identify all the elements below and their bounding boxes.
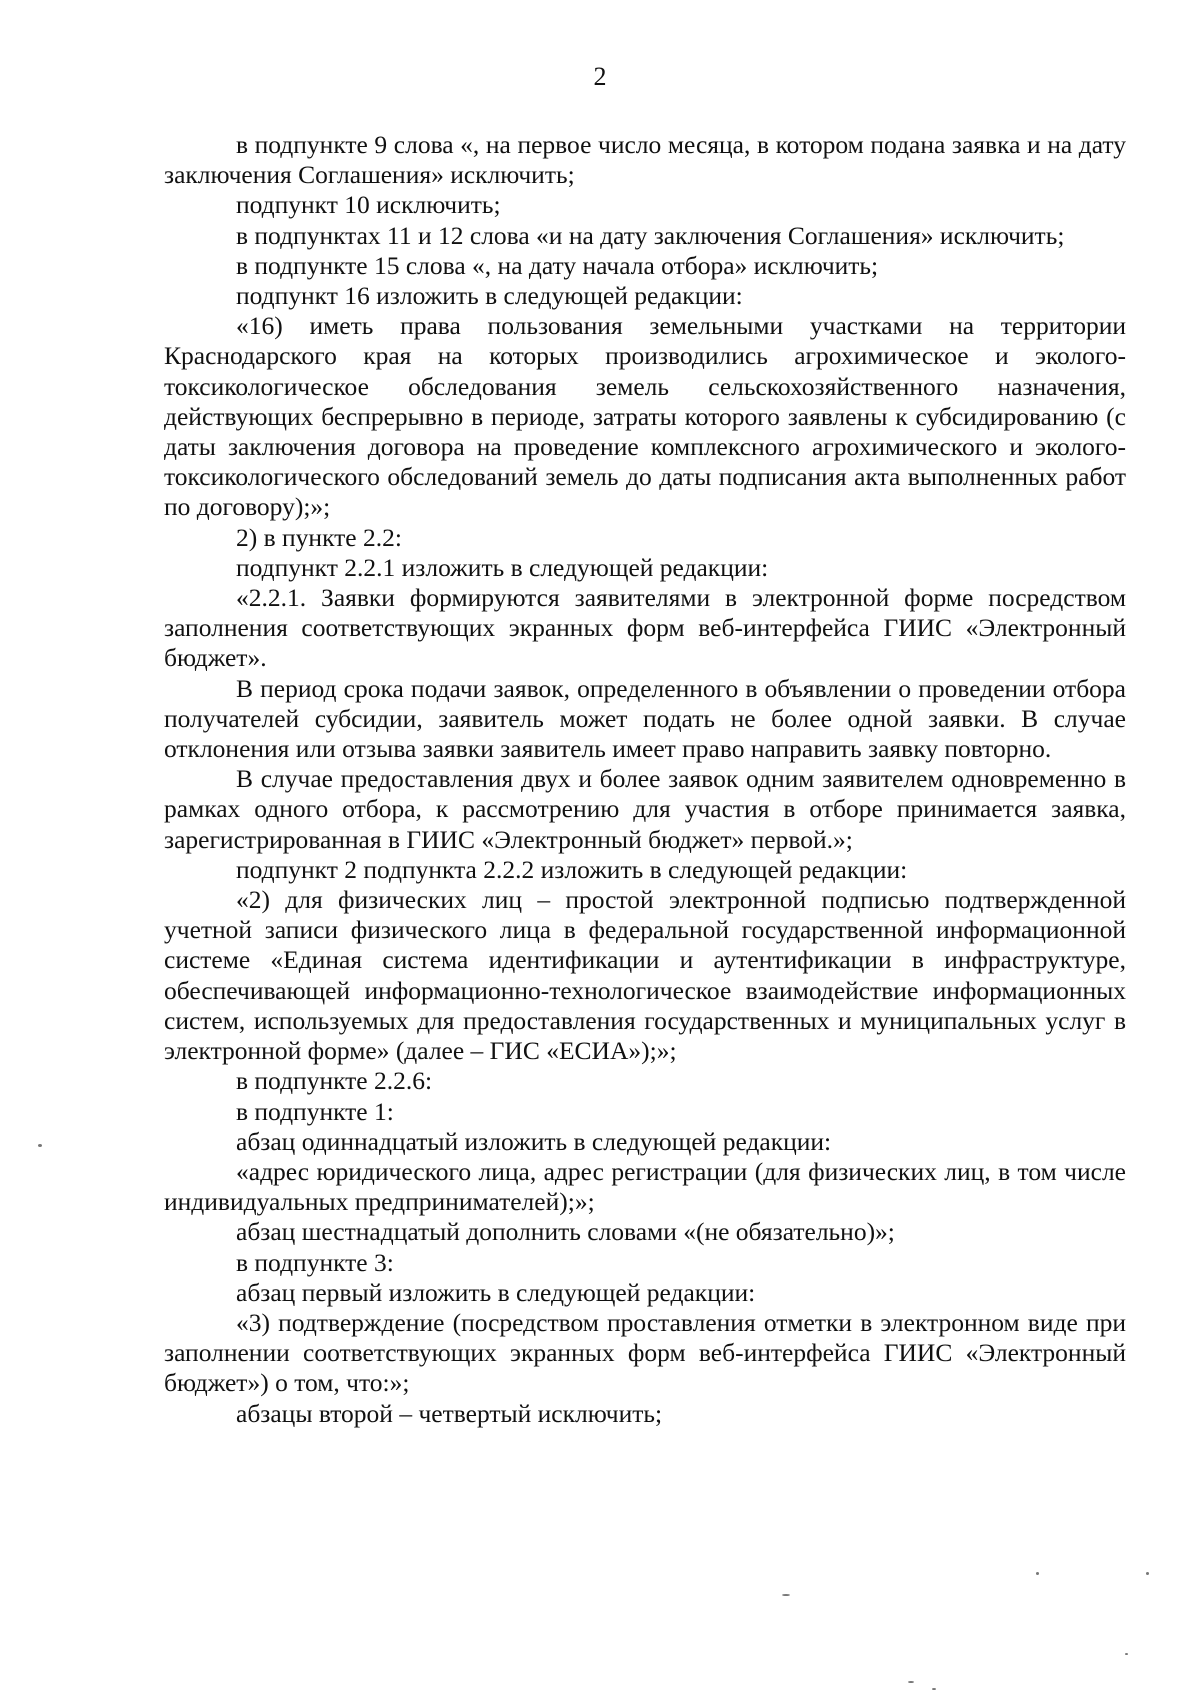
paragraph: абзац первый изложить в следующей редакции: <box>236 1277 756 1307</box>
paragraph: «3) подтверждение (посредством проставления отметки в электронном виде при заполнении соответствующих экранных форм веб-интерфейса ГИИС «Электронный бюджет») о том, что:»; <box>164 1307 1126 1398</box>
paragraph: 2) в пункте 2.2: <box>236 522 402 552</box>
paragraph: «адрес юридического лица, адрес регистрации (для физических лиц, в том числе индивидуальных предпринимателей);»; <box>164 1156 1126 1217</box>
paragraph: абзацы второй – четвертый исключить; <box>236 1398 663 1428</box>
scan-speck <box>782 1594 790 1596</box>
paragraph: «2) для физических лиц – простой электронной подписью подтвержденной учетной записи физического лица в федеральной государственной информационной системе «Единая система идентификации и аутентификации в инфраструктуре, обеспечивающей информационно-технологическое взаимодействие информационных систем, используемых для предоставления государственных и муниципальных услуг в электронной форме» (далее – ГИС «ЕСИА»);»; <box>164 885 1126 1066</box>
scan-speck <box>38 1144 42 1147</box>
paragraph: в подпункте 2.2.6: <box>236 1066 433 1096</box>
scan-speck <box>1146 1572 1149 1575</box>
scan-speck <box>908 1681 914 1683</box>
paragraph: в подпункте 1: <box>236 1096 394 1126</box>
paragraph: подпункт 2.2.1 изложить в следующей редакции: <box>236 552 769 582</box>
scan-speck <box>1036 1572 1039 1575</box>
paragraph: В случае предоставления двух и более заявок одним заявителем одновременно в рамках одного отбора, к рассмотрению для участия в отборе принимается заявка, зарегистрированная в ГИИС «Электронный бюджет» первой.»; <box>164 764 1126 854</box>
paragraph: «16) иметь права пользования земельными участками на территории Краснодарского края на которых производились агрохимическое и эколого-токсикологическое обследования земель сельскохозяйственного назначения, действующих беспрерывно в периоде, затраты которого заявлены к субсидированию (с даты заключения договора на проведение комплексного агрохимического и эколого-токсикологического обследований земель до даты подписания акта выполненных работ по договору);»; <box>164 311 1126 522</box>
paragraph: в подпункте 3: <box>236 1247 394 1277</box>
paragraph: в подпунктах 11 и 12 слова «и на дату заключения Соглашения» исключить; <box>236 220 1065 250</box>
page-number: 2 <box>593 62 607 91</box>
paragraph: в подпункте 15 слова «, на дату начала отбора» исключить; <box>236 250 879 280</box>
scan-speck <box>932 1688 936 1690</box>
paragraph: абзац шестнадцатый дополнить словами «(не обязательно)»; <box>236 1217 895 1247</box>
paragraph: подпункт 2 подпункта 2.2.2 изложить в следующей редакции: <box>236 854 908 884</box>
paragraph: абзац одиннадцатый изложить в следующей редакции: <box>236 1126 832 1156</box>
paragraph: В период срока подачи заявок, определенного в объявлении о проведении отбора получателей субсидии, заявитель может подать не более одной заявки. В случае отклонения или отзыва заявки заявитель имеет право направить заявку повторно. <box>164 673 1126 764</box>
scan-speck <box>1125 1653 1128 1655</box>
paragraph: «2.2.1. Заявки формируются заявителями в электронной форме посредством заполнения соответствующих экранных форм веб-интерфейса ГИИС «Электронный бюджет». <box>164 583 1126 673</box>
paragraph: подпункт 16 изложить в следующей редакции: <box>236 281 743 311</box>
paragraph: подпункт 10 исключить; <box>236 190 501 220</box>
document-body <box>164 130 1126 1429</box>
paragraph: в подпункте 9 слова «, на первое число месяца, в котором подана заявка и на дату заключения Соглашения» исключить; <box>164 130 1126 190</box>
